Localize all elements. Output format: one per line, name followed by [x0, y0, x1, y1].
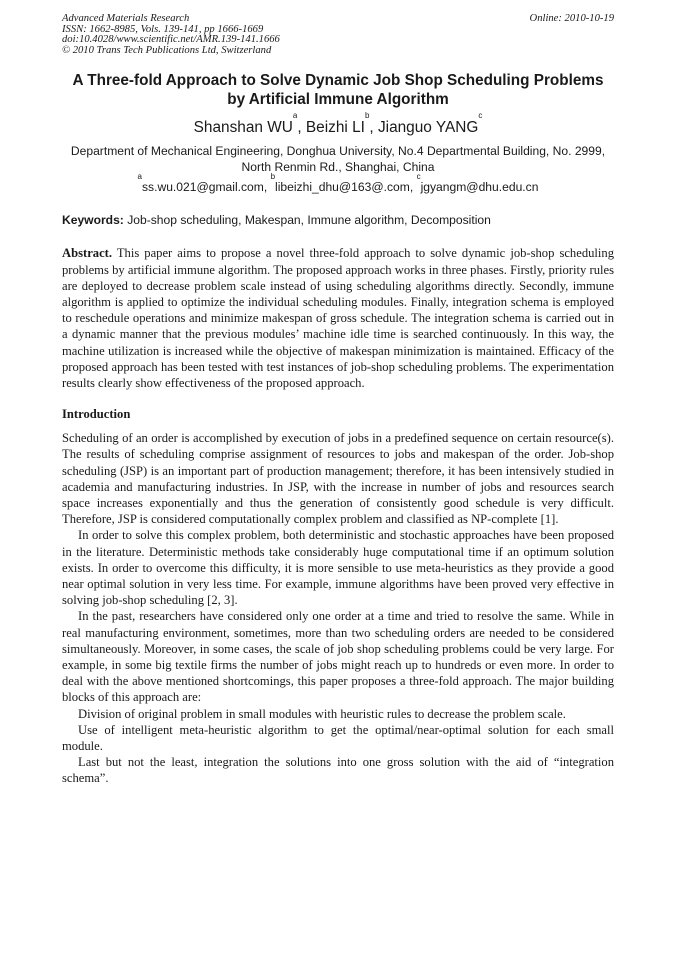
keywords-label: Keywords: — [62, 213, 124, 228]
email-address: jgyangm@dhu.edu.cn — [420, 180, 539, 195]
affiliation: Department of Mechanical Engineering, Donghua University, No.4 Departmental Building, No. 2999, North Renmin Rd., Shanghai, China — [70, 143, 606, 174]
intro-paragraph: In order to solve this complex problem, both deterministic and stochastic approaches have been proposed in the literature. Deterministic methods take considerably huge computational time if an optimum solution exists. In order to overcome this difficulty, it is more sensible to use meta-heuristics as they provide a good near optimal solution in very less time. For example, immune algorithms have been proved very effective in solving job-shop scheduling [2, 3]. — [62, 528, 614, 608]
building-block-item: Last but not the least, integration the solutions into one gross solution with the aid of “integration schema”. — [62, 755, 614, 786]
email-mark: c — [416, 172, 421, 182]
email-address: ss.wu.021@gmail.com — [142, 180, 264, 195]
email-address: libeizhi_dhu@163@.com — [275, 180, 410, 195]
author-mark: a — [292, 110, 298, 120]
online-date: Online: 2010-10-19 — [529, 13, 614, 24]
author-name: Shanshan WU — [193, 118, 293, 136]
intro-paragraph: Scheduling of an order is accomplished by execution of jobs in a predefined sequence on certain resource(s). The results of scheduling comprise assignment of resources to jobs and makespan of the order. Job-shop scheduling (JSP) is an important part of production management; therefore, it has been intensively studied in academia and manufacturing industries. In JSP, with the increase in number of jobs and resources search space increases exponentially and thus the generation of consistently good schedule is very difficult. Therefore, JSP is considered computationally complex problem and classified as NP-complete [1]. — [62, 431, 614, 527]
intro-paragraph: In the past, researchers have considered only one order at a time and tried to resolve the same. While in real manufacturing environment, sometimes, more than two scheduling orders are needed to be considered simultaneously. Moreover, in some cases, the scale of job shop scheduling problems could be very large. For example, in some big textile firms the number of jobs might reach up to hundreds or even more. In order to deal with the above mentioned shortcomings, this paper proposes a three-fold approach. The major building blocks of this approach are: — [62, 609, 614, 705]
author-mark: c — [478, 110, 483, 120]
journal-issn: ISSN: 1662-8985, Vols. 139-141, pp 1666-1669 — [62, 23, 264, 35]
building-block-item: Division of original problem in small modules with heuristic rules to decrease the problem scale. — [78, 706, 566, 721]
section-heading-introduction: Introduction — [62, 407, 131, 422]
journal-header — [62, 14, 614, 56]
author-list: Shanshan $WU^a$, Beizhi $LI^b$, Jianguo YANG$^c$ — [193, 110, 483, 136]
keywords-text: Job-shop scheduling, Makespan, Immune algorithm, Decomposition — [127, 213, 491, 228]
email-mark: a — [137, 172, 142, 182]
building-block-item: Use of intelligent meta-heuristic algorithm to get the optimal/near-optimal solution for each small module. — [62, 722, 614, 754]
journal-name: Advanced Materials Research — [62, 13, 190, 24]
abstract — [62, 245, 614, 391]
keywords — [62, 213, 614, 228]
author-name: Beizhi LI — [305, 118, 365, 136]
author-mark: b — [364, 110, 370, 120]
paper-page — [62, 14, 614, 787]
email-mark: b — [270, 172, 276, 182]
abstract-text: This paper aims to propose a novel three-fold approach to solve dynamic job-shop scheduling problems by artificial immune algorithm. The proposed approach works in three phases. Firstly, priority rules are deployed to decrease problem scale instead of using scheduling algorithms directly. Secondly, immune algorithm is applied to optimize the individual scheduling modules. Finally, integration schema is employed to reschedule operations and minimize makespan of gross schedule. The integration schema is carried out in a dynamic manner that the previous modules’ machine idle time is searched continuously. In this way, the machine utilization is increased while the objective of makespan minimization is maintained. Efficacy of the proposed approach has been tested with test instances of job-shop scheduling problems. The experimentation results clearly show effectiveness of the proposed approach. — [62, 246, 615, 390]
abstract-label: Abstract. — [62, 246, 113, 261]
author-name: Jianguo YANG — [377, 118, 479, 136]
email-list: $^a$ss.wu.021@gmail.com, $^b$libeizhi_dhu@163@.com, $^c$jgyangm@dhu.edu.cn — [137, 172, 539, 195]
journal-doi: doi:10.4028/www.scientific.net/AMR.139-141.1666 — [62, 34, 280, 46]
paper-title: A Three-fold Approach to Solve Dynamic Job Shop Scheduling Problems by Artificial Immune Algorithm — [72, 72, 604, 108]
journal-copyright: © 2010 Trans Tech Publications Ltd, Switzerland — [62, 44, 272, 56]
